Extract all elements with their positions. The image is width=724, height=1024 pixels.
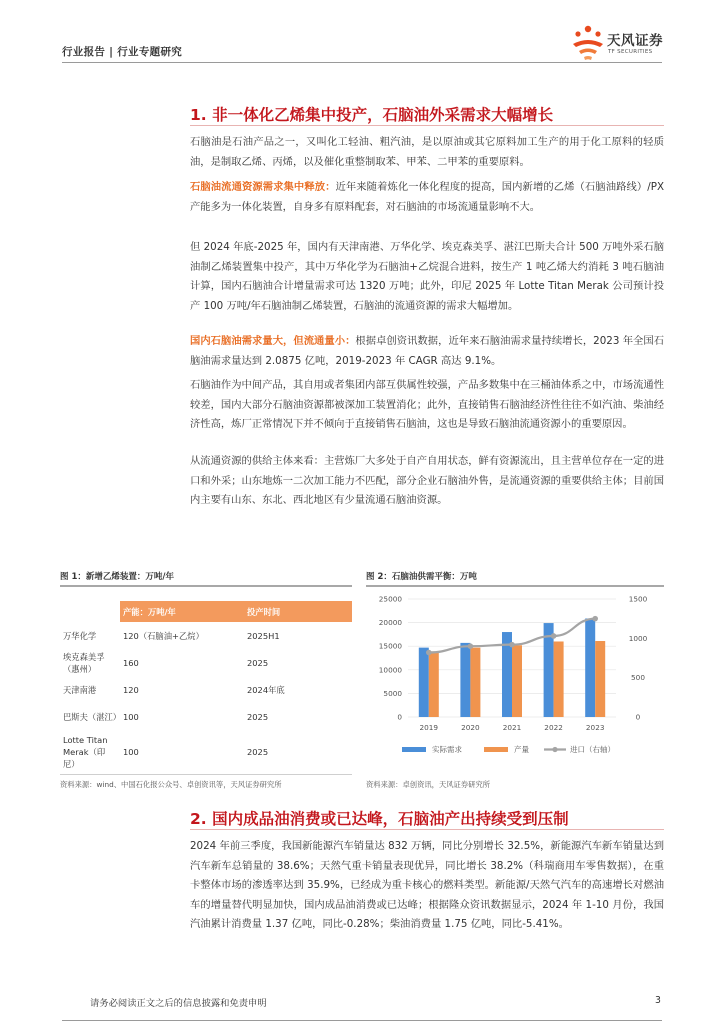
section-1-paragraph-5: 石脑油作为中间产品，其自用或者集团内部互供属性较强，产品多数集中在三桶油体系之中，市场流通性较差，国内大部分石脑油资源都被深加工装置消化；此外，直接销售石脑油经济性往往不如汽油、柴油经济性高，炼厂正常情况下并不倾向于直接销售石脑油，这也是导致石脑油流通资源小的重要原因。 — [190, 379, 664, 430]
y-left-tick-label: 15000 — [378, 641, 402, 651]
import-point — [592, 616, 598, 622]
table-header-cell: 产能：万吨/年 — [120, 601, 244, 622]
legend-swatch-output — [484, 747, 508, 752]
supply-demand-chart — [366, 582, 666, 772]
table-cell: 100 — [123, 711, 139, 722]
table-cell: Lotte Titan Merak（印尼） — [60, 730, 120, 775]
y-left-tick-label: 5000 — [383, 688, 402, 698]
table-row — [60, 622, 352, 649]
section-1-paragraph-6: 从流通资源的供给主体来看：主营炼厂大多处于自产自用状态，鲜有资源流出，且主营单位存在一定的进口和外采；山东地炼一二次加工能力不匹配，部分企业石脑油外售，是流通资源的重要供给主体；目前国内主要有山东、东北、西北地区有少量流通石脑油资源。 — [190, 455, 664, 506]
legend-label-demand: 实际需求 — [432, 745, 462, 754]
import-point — [426, 650, 432, 656]
disclaimer-text: 请务必阅读正文之后的信息披露和免责申明 — [90, 998, 267, 1009]
y-left-tick-label: 25000 — [378, 594, 402, 604]
section-1-title: 1. 非一体化乙烯集中投产，石脑油外采需求大幅增长 — [190, 106, 554, 124]
x-tick-label: 2020 — [461, 723, 480, 732]
x-tick-label: 2021 — [502, 723, 522, 732]
import-point — [509, 642, 515, 648]
x-tick-label: 2022 — [544, 723, 563, 732]
legend-label-output: 产量 — [514, 745, 529, 754]
table-row — [60, 649, 352, 676]
table-cell: 万华化学 — [63, 630, 97, 641]
section-1-paragraph-3: 但 2024 年底-2025 年，国内有天津南港、万华化学、埃克森美孚、湛江巴斯夫合计 500 万吨外采石脑油制乙烯装置集中投产，其中万华化学为石脑油+乙烷混合进料，按生产 1 吨乙烯大约消耗 3 吨石脑油计算，国内石脑油合计增量需求可达 1320 万吨；此外，印尼 2025 年 Lotte Titan Merak 公司预计投产 100 万吨/年石脑油制乙烯装置，石脑油的流通资源的需求大幅增加。 — [190, 241, 664, 312]
table-cell: 天津南港 — [63, 684, 97, 695]
legend-label-import: 进口（右轴） — [570, 745, 615, 754]
bar-output — [554, 641, 564, 717]
table-cell: 巴斯夫（湛江） — [63, 711, 122, 722]
table-cell: 2025 — [247, 711, 269, 722]
table-cell: 2025 — [247, 657, 269, 668]
logo-english-name: TF SECURITIES — [608, 49, 653, 55]
bar-output — [595, 641, 605, 717]
table-cell: 埃克森美孚（惠州） — [63, 651, 105, 674]
table-row — [60, 703, 352, 730]
paragraph-4-highlight: 国内石脑油需求量大，但流通量小： — [190, 335, 356, 347]
section-1-paragraph-1: 石脑油是石油产品之一，又叫化工轻油、粗汽油，是以原油或其它原料加工生产的用于化工原料的轻质油，是制取乙烯、丙烯，以及催化重整制取苯、甲苯、二甲苯的重要原料。 — [190, 136, 664, 168]
section-2-title: 2. 国内成品油消费或已达峰，石脑油产出持续受到压制 — [190, 810, 569, 828]
footer-divider — [62, 1020, 662, 1021]
table-cell: 120（石脑油+乙烷） — [123, 630, 204, 641]
figure-1-title: 图 1：新增乙烯装置：万吨/年 — [60, 572, 174, 582]
header-divider — [62, 62, 662, 63]
paragraph-2-highlight: 石脑油流通资源需求集中释放： — [190, 181, 336, 193]
logo-chinese-name: 天风证券 — [607, 33, 663, 49]
legend-marker-import — [552, 747, 557, 752]
import-point — [468, 643, 474, 649]
table-cell: 100 — [120, 730, 244, 775]
import-point — [551, 633, 557, 639]
table-cell: 120 — [123, 684, 139, 695]
bar-output — [512, 645, 522, 717]
figure-1-source: 资料来源：wind、中国石化报公众号、卓创资讯等，天风证券研究所 — [60, 780, 282, 789]
y-right-tick-label: 0 — [635, 712, 641, 722]
company-logo — [570, 24, 670, 64]
y-right-tick-label: 1500 — [628, 594, 648, 604]
section-1-paragraph-4 — [190, 332, 664, 371]
table-header-row — [60, 601, 352, 622]
section-2-title-underline — [190, 829, 664, 830]
paragraph-2-text: 近年来随着炼化一体化程度的提高，国内新增的乙烯（石脑油路线）/PX 产能多为一体化装置，自身多有原料配套，对石脑油的市场流通量影响不大。 — [190, 181, 665, 213]
bar-output — [429, 651, 439, 717]
table-cell: 2024年底 — [247, 684, 285, 695]
figure-1-title-rule — [60, 585, 352, 587]
page-number: 3 — [655, 995, 661, 1006]
bar-demand — [585, 618, 595, 717]
section-1-paragraph-2 — [190, 178, 664, 217]
bar-demand — [419, 648, 429, 717]
y-left-tick-label: 10000 — [378, 665, 402, 675]
x-tick-label: 2023 — [585, 723, 605, 732]
section-2-paragraph-1: 2024 年前三季度，我国新能源汽车销量达 832 万辆，同比分别增长 32.5%，新能源汽车新车销量达到汽车新车总销量的 38.6%；天然气重卡销量表现优异，同比增长 38.2%（科瑞商用车零售数据），在重卡整体市场的渗透率达到 35.9%，已经成为重卡核心的燃料类型。新能源/天然气汽车的高速增长对燃油车的增量替代明显加快，国内成品油消费或已达峰；根据隆众资讯数据显示，2024 年 1-10 月份，我国汽油累计消费量 1.37 亿吨，同比-0.28%；柴油消费量 1.75 亿吨，同比-5.41%。 — [190, 840, 664, 930]
table-header-cell — [60, 601, 120, 622]
bar-output — [470, 648, 480, 717]
table-cell: 2025 — [244, 730, 352, 775]
table-row — [60, 730, 352, 775]
table-cell: 2025H1 — [247, 630, 280, 641]
figure-2-title: 图 2：石脑油供需平衡：万吨 — [366, 572, 477, 582]
section-1-title-underline — [190, 125, 664, 126]
table-cell: 160 — [123, 657, 139, 668]
legend-swatch-demand — [402, 747, 426, 752]
table-row — [60, 676, 352, 703]
table-header-cell: 投产时间 — [244, 601, 352, 622]
bar-demand — [460, 643, 470, 717]
y-right-tick-label: 500 — [631, 673, 645, 683]
y-left-tick-label: 20000 — [378, 618, 402, 628]
y-left-tick-label: 0 — [397, 712, 402, 722]
paragraph-4-text: 根据卓创资讯数据，近年来石脑油需求量持续增长，2023 年全国石脑油需求量达到 2.0875 亿吨，2019-2023 年 CAGR 高达 9.1%。 — [190, 335, 664, 367]
y-right-tick-label: 1000 — [628, 633, 648, 643]
figure-2-source: 资料来源：卓创资讯，天风证券研究所 — [366, 780, 491, 789]
ethylene-capacity-table — [60, 601, 352, 775]
x-tick-label: 2019 — [419, 723, 439, 732]
logo-mark-icon — [570, 24, 606, 62]
report-type-label: 行业报告 | 行业专题研究 — [62, 46, 183, 58]
